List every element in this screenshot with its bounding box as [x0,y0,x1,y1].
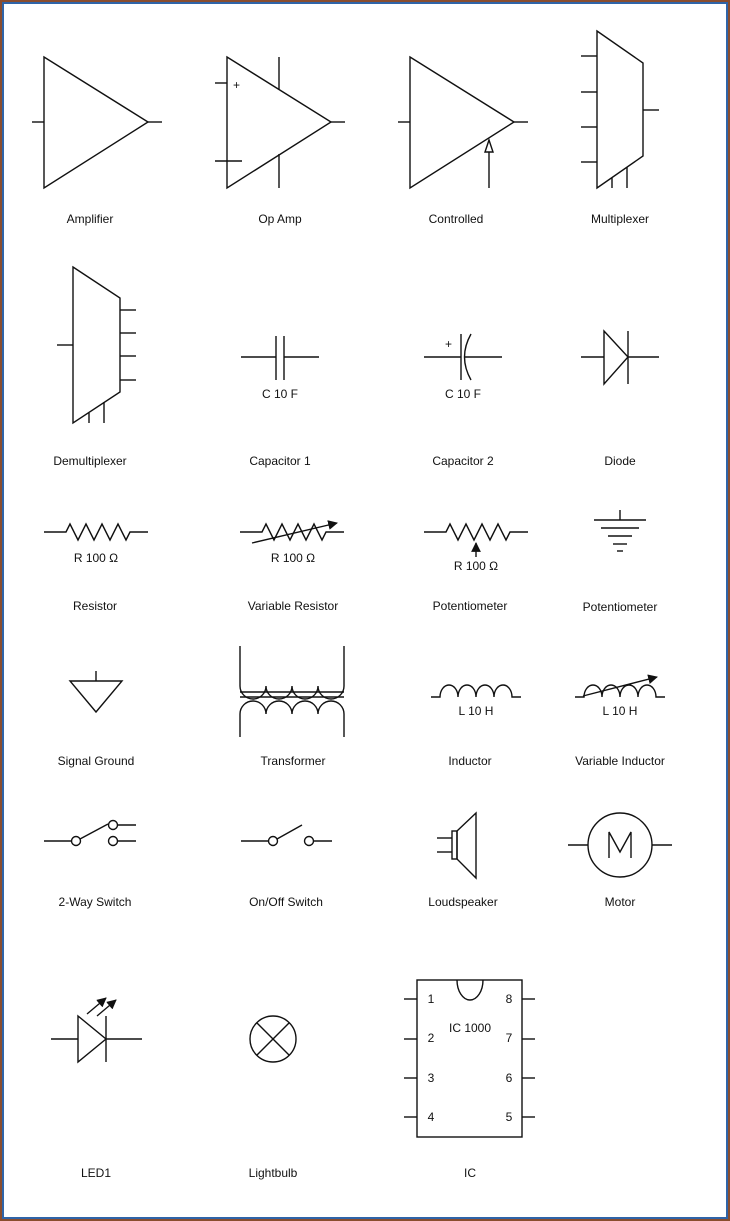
ic-pin-left: 4 [427,1110,435,1124]
caption-diode: Diode [604,454,636,468]
caption-on-off-switch: On/Off Switch [249,895,323,909]
loudspeaker-symbol [428,813,497,909]
transformer-symbol [240,646,344,768]
led-symbol [51,998,142,1180]
motor-symbol [568,813,672,909]
ic-pin-right: 7 [505,1031,513,1045]
potentiometer-value: R 100 Ω [453,559,499,573]
inductor-symbol [431,685,521,768]
caption-loudspeaker: Loudspeaker [428,895,498,909]
ic-pin-right: 6 [505,1071,513,1085]
caption-resistor: Resistor [72,599,118,613]
potentiometer-symbol [424,524,528,613]
caption-ground: Potentiometer [582,600,658,614]
variable-resistor-value: R 100 Ω [270,551,316,565]
caption-capacitor2: Capacitor 2 [432,454,494,468]
caption-inductor: Inductor [448,754,492,768]
ic-pin-left: 1 [427,992,435,1006]
caption-multiplexer: Multiplexer [590,212,650,226]
caption-controlled: Controlled [428,212,484,226]
caption-led: LED1 [80,1166,112,1180]
two-way-switch-symbol [44,821,136,910]
caption-motor: Motor [604,895,636,909]
caption-lightbulb: Lightbulb [248,1166,298,1180]
caption-demultiplexer: Demultiplexer [53,454,127,468]
lightbulb-symbol [249,1016,298,1180]
caption-capacitor1: Capacitor 1 [249,454,311,468]
caption-op-amp: Op Amp [258,212,302,226]
caption-amplifier: Amplifier [66,212,114,226]
capacitor2-symbol [424,334,502,468]
on-off-switch-symbol [241,825,332,909]
capacitor1-value: C 10 F [261,387,299,401]
capacitor2-value: C 10 F [444,387,482,401]
caption-potentiometer: Potentiometer [432,599,508,613]
controlled-amplifier-symbol [398,57,528,226]
demultiplexer-symbol [53,267,136,468]
ic-label: IC 1000 [448,1021,492,1035]
ic-pin-right: 5 [505,1110,513,1124]
op-amp-plus: + [233,78,241,92]
caption-variable-inductor: Variable Inductor [575,754,665,768]
signal-ground-symbol [58,671,135,768]
variable-inductor-value: L 10 H [602,704,638,718]
diode-symbol [581,331,659,468]
resistor-symbol [44,524,148,613]
caption-transformer: Transformer [260,754,326,768]
caption-ic: IC [464,1166,476,1180]
ic-pin-left: 2 [427,1031,435,1045]
ground-symbol [583,510,658,614]
variable-resistor-symbol [240,523,344,613]
variable-inductor-symbol [575,677,665,768]
caption-two-way-switch: 2-Way Switch [58,895,132,909]
multiplexer-symbol [581,31,659,226]
resistor-value: R 100 Ω [73,551,119,565]
ic-pin-right: 8 [505,992,513,1006]
capacitor1-symbol [241,336,319,468]
inductor-value: L 10 H [458,704,494,718]
capacitor2-plus: + [445,337,453,351]
caption-variable-resistor: Variable Resistor [247,599,339,613]
op-amp-symbol [215,57,345,226]
caption-signal-ground: Signal Ground [57,754,135,768]
ic-pin-left: 3 [427,1071,435,1085]
ic-symbol [404,980,535,1180]
amplifier-symbol [32,57,162,226]
